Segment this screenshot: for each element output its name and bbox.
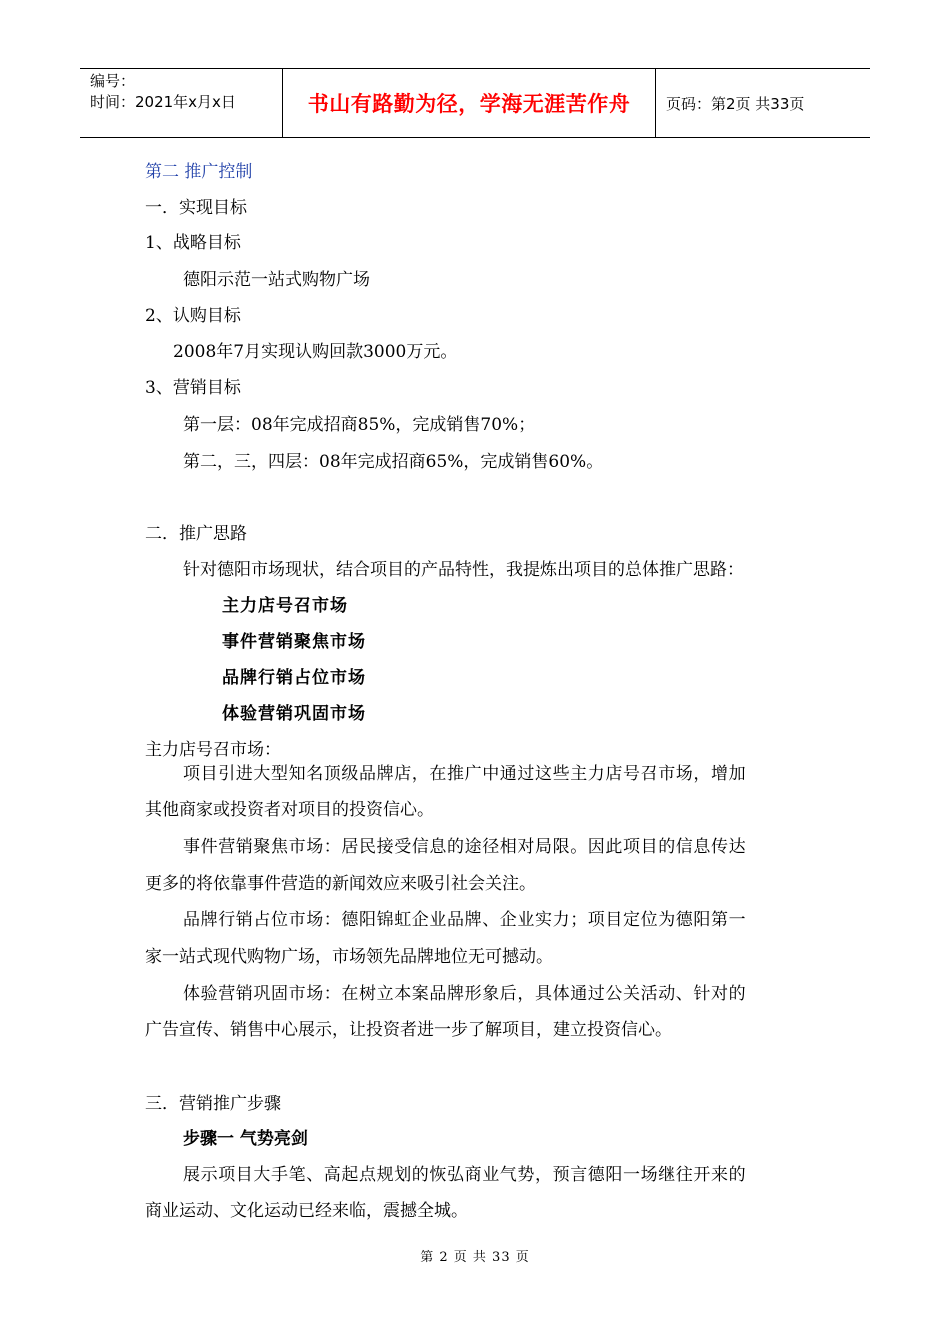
paragraph-line: 家一站式现代购物广场，市场领先品牌地位无可撼动。: [145, 947, 553, 967]
paragraph-line: 项目引进大型知名顶级品牌店，在推广中通过这些主力店号召市场，增加: [183, 764, 747, 784]
promotion-point-3: 品牌行销占位市场: [222, 668, 366, 688]
paragraph-line: 其他商家或投资者对项目的投资信心。: [145, 800, 434, 820]
marketing-goal-floor-1: 第一层：08年完成招商85%，完成销售70%；: [183, 415, 536, 435]
paragraph-line: 更多的将依靠事件营造的新闻效应来吸引社会关注。: [145, 874, 536, 894]
page-header: [80, 68, 870, 138]
section-3-title: 三．营销推广步骤: [145, 1094, 281, 1114]
strategic-goal-text: 德阳示范一站式购物广场: [183, 270, 370, 290]
chapter-title: 第二 推广控制: [145, 162, 253, 182]
paragraph-line: 商业运动、文化运动已经来临，震撼全城。: [145, 1201, 468, 1221]
section-1-title: 一．实现目标: [145, 198, 247, 218]
subsection-1-1: 1、战略目标: [145, 233, 241, 253]
paragraph-line: 品牌行销占位市场：德阳锦虹企业品牌、企业实力；项目定位为德阳第一: [183, 910, 747, 930]
header-page-cell: [656, 69, 870, 137]
anchor-store-heading: 主力店号召市场：: [145, 740, 281, 760]
paragraph-line: 事件营销聚焦市场：居民接受信息的途径相对局限。因此项目的信息传达: [183, 837, 747, 857]
promotion-point-2: 事件营销聚焦市场: [222, 632, 366, 652]
promotion-point-1: 主力店号召市场: [222, 596, 348, 616]
promotion-intro: 针对德阳市场现状，结合项目的产品特性，我提炼出项目的总体推广思路：: [183, 560, 744, 580]
paragraph-line: 展示项目大手笔、高起点规划的恢弘商业气势，预言德阳一场继往开来的: [183, 1165, 747, 1185]
page-info: 页码：第2页 共33页: [666, 94, 805, 113]
motto-text: 书山有路勤为径，学海无涯苦作舟: [307, 92, 631, 116]
paragraph-line: 广告宣传、销售中心展示，让投资者进一步了解项目，建立投资信心。: [145, 1020, 672, 1040]
header-left-cell: [80, 69, 282, 137]
paragraph-line: 体验营销巩固市场：在树立本案品牌形象后，具体通过公关活动、针对的: [183, 984, 747, 1004]
marketing-goal-floor-2-4: 第二，三，四层：08年完成招商65%，完成销售60%。: [183, 452, 604, 472]
subsection-1-3: 3、营销目标: [145, 378, 241, 398]
subsection-1-2: 2、认购目标: [145, 306, 241, 326]
doc-number-label: 编号：: [90, 72, 136, 90]
time-label: 时间：2021年x月x日: [90, 93, 236, 111]
step-1-title: 步骤一 气势亮剑: [183, 1129, 308, 1149]
header-motto-cell: [282, 69, 656, 137]
promotion-point-4: 体验营销巩固市场: [222, 704, 366, 724]
section-2-title: 二．推广思路: [145, 524, 247, 544]
page-footer: 第 2 页 共 33 页: [420, 1250, 530, 1265]
subscription-goal-text: 2008年7月实现认购回款3000万元。: [173, 342, 458, 362]
